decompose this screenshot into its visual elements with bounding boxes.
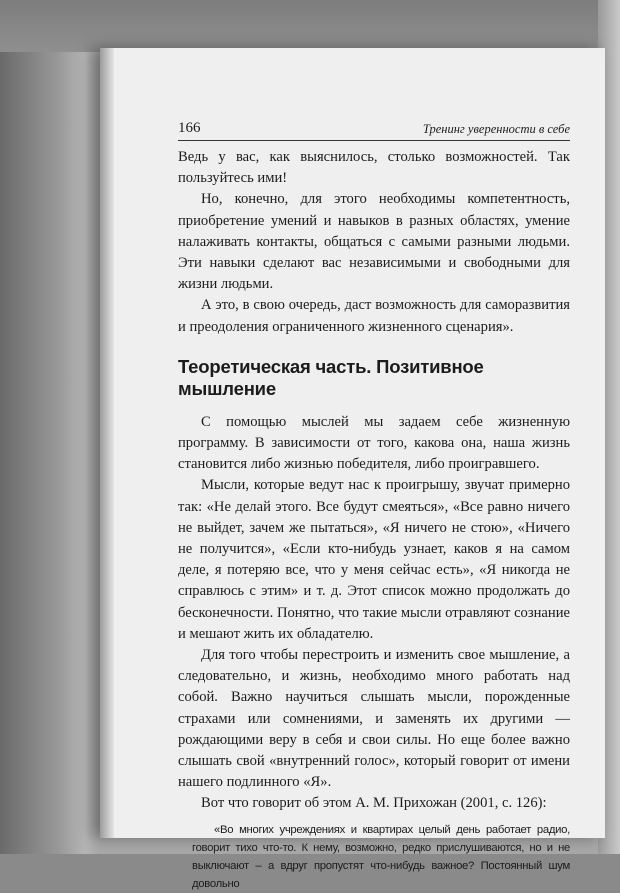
block-quote: «Во многих учреждениях и квартирах целый день работает радио, говорит тихо что-то. К нему, возможно, редко прислушиваются, но и не выключают – а вдруг пропустят что-нибудь важное? Постоянный шум довольно — [192, 823, 570, 890]
paragraph-6: Для того чтобы перестроить и изменить свое мышление, а следовательно, и жизнь, необходимо много работать над собой. Важно научиться слышать мысли, порожденные страхами или сомнениями, и заменять их другими — рождающими веру в себя и свои силы. Но еще более важно слышать свой «внутренний голос», который говорит от имени нашего подлинного «Я». — [178, 647, 570, 791]
paragraph-1: Ведь у вас, как выяснилось, столько возможностей. Так пользуйтесь ими! — [178, 149, 570, 187]
page-content — [178, 120, 570, 893]
scan-top-shadow — [0, 0, 620, 52]
page-binding-edge — [100, 48, 114, 838]
paragraph-7: Вот что говорит об этом А. М. Прихожан (2001, с. 126): — [201, 795, 547, 812]
paragraph-4: С помощью мыслей мы задаем себе жизненную программу. В зависимости от того, какова она, наша жизнь становится либо жизнью победителя, либо проигравшего. — [178, 413, 570, 473]
section-heading: Теоретическая часть. Позитивное мышление — [178, 355, 484, 399]
paragraph-5: Мысли, которые ведут нас к проигрышу, звучат примерно так: «Не делай этого. Все будут смеяться», «Все равно ничего не выйдет, зачем же пытаться», «Я ничего не стою», «Ничего не получится», «Если кто-нибудь узнает, каков я на самом деле, я потеряю все, что у меня сейчас есть», «Я никогда не справлюсь с этим» и т. д. Этот список можно продолжать до бесконечности. Понятно, что такие мысли отравляют сознание и мешают жить их обладателю. — [178, 477, 570, 642]
paragraph-3: А это, в свою очередь, даст возможность для саморазвития и преодоления ограниченного жизненного сценария». — [178, 297, 570, 335]
page-header — [178, 120, 570, 141]
paragraph-2: Но, конечно, для этого необходимы компетентность, приобретение умений и навыков в разных областях, умение налаживать контакты, общаться с самыми разными людьми. Эти навыки сделают вас независимыми и свободными для жизни людьми. — [178, 191, 570, 293]
page-number: 166 — [178, 120, 201, 136]
running-title: Тренинг уверенности в себе — [422, 122, 570, 136]
